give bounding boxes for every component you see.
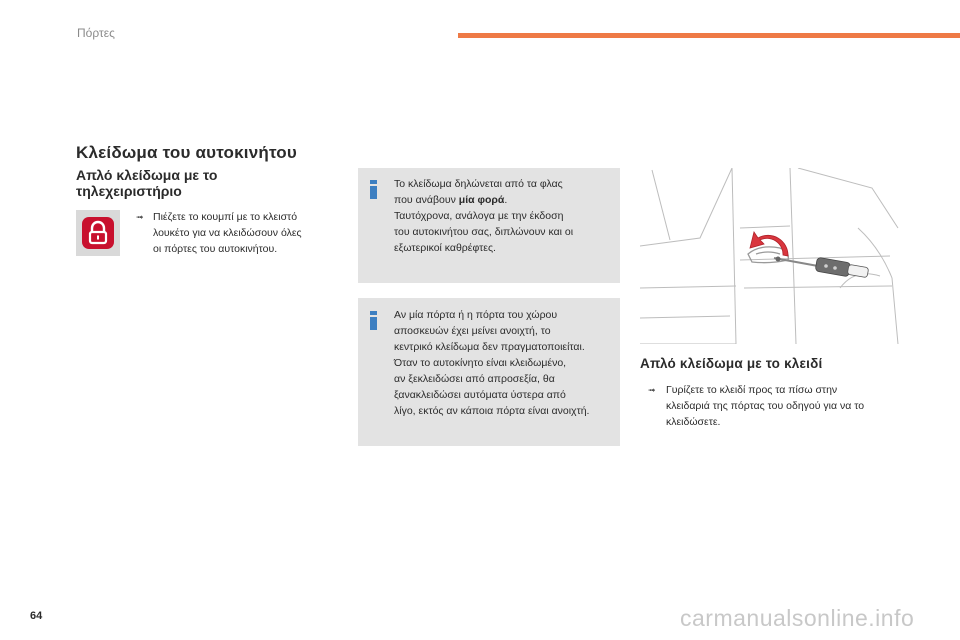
watermark: carmanualsonline.info bbox=[680, 605, 915, 631]
info1-line2: που ανάβουν μία φορά. bbox=[394, 194, 508, 206]
remote-heading bbox=[76, 167, 316, 199]
remote-instruction-line2: λουκέτο για να κλειδώσουν όλες bbox=[153, 227, 302, 239]
info2-line3: κεντρικό κλείδωμα δεν πραγματοποιείται. bbox=[394, 341, 585, 353]
remote-heading-line2: τηλεχειριστήριο bbox=[76, 183, 182, 199]
remote-instruction-line3: οι πόρτες του αυτοκινήτου. bbox=[153, 243, 278, 255]
info1-line3: Ταυτόχρονα, ανάλογα με την έκδοση bbox=[394, 210, 564, 222]
info1-line4: του αυτοκινήτου σας, διπλώνουν και οι bbox=[394, 226, 574, 238]
info-box-door-open bbox=[358, 298, 620, 446]
remote-instruction bbox=[136, 209, 336, 257]
info2-line2: αποσκευών έχει μείνει ανοιχτή, το bbox=[394, 325, 551, 337]
info1-line1: Το κλείδωμα δηλώνεται από τα φλας bbox=[394, 178, 563, 190]
key-instruction bbox=[648, 382, 908, 430]
car-door-key-illustration bbox=[640, 168, 900, 344]
info2-line4: Όταν το αυτοκίνητο είναι κλειδωμένο, bbox=[394, 357, 567, 369]
remote-instruction-line1: Πιέζετε το κουμπί με το κλειστό bbox=[153, 211, 298, 223]
bullet-arrow-icon: ➟ bbox=[136, 212, 144, 222]
info2-line1: Αν μία πόρτα ή η πόρτα του χώρου bbox=[394, 309, 558, 321]
lock-button-badge bbox=[76, 210, 120, 256]
page-number: 64 bbox=[30, 610, 43, 622]
key-instruction-line3: κλειδώσετε. bbox=[666, 416, 721, 428]
info-box-indicators bbox=[358, 168, 620, 283]
info2-line6: ξανακλειδώσει αυτόματα ύστερα από bbox=[394, 389, 566, 401]
key-heading: Απλό κλείδωμα με το κλειδί bbox=[640, 356, 823, 371]
page-title: Κλείδωμα του αυτοκινήτου bbox=[76, 143, 297, 162]
info2-line7: λίγο, εκτός αν κάποια πόρτα είναι ανοιχτή. bbox=[394, 405, 590, 417]
lock-icon bbox=[81, 216, 115, 250]
bullet-arrow-icon: ➟ bbox=[648, 385, 656, 395]
key-instruction-line2: κλειδαριά της πόρτας του οδηγού για να το bbox=[666, 400, 865, 412]
info2-line5: αν ξεκλειδώσει από απροσεξία, θα bbox=[394, 373, 555, 385]
header-accent-bar bbox=[458, 33, 960, 38]
section-title: Πόρτες bbox=[77, 26, 115, 40]
info1-line5: εξωτερικοί καθρέφτες. bbox=[394, 242, 496, 254]
key-instruction-line1: Γυρίζετε το κλειδί προς τα πίσω στην bbox=[666, 384, 838, 396]
remote-heading-line1: Απλό κλείδωμα με το bbox=[76, 167, 218, 183]
